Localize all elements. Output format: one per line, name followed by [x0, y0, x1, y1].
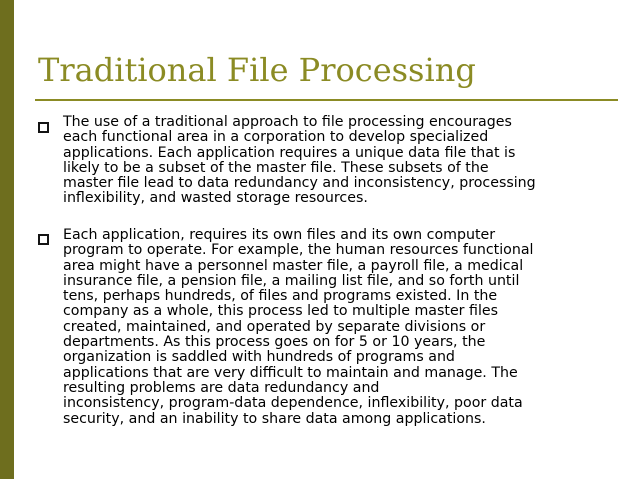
paragraph-line: The use of a traditional approach to file processing encourages: [63, 114, 512, 130]
square-bullet-icon: [38, 234, 49, 245]
paragraph-line: inconsistency, program-data dependence, inflexibility, poor data: [63, 395, 523, 412]
paragraph-line: company as a whole, this process led to multiple master files: [63, 303, 499, 320]
paragraph-line: organization is saddled with hundreds of programs and: [63, 349, 455, 366]
square-bullet-icon: [38, 122, 49, 133]
paragraph-line: inflexibility, and wasted storage resources.: [63, 190, 368, 207]
bullet-paragraph-1: [63, 115, 623, 207]
slide-title: Traditional File Processing: [38, 51, 476, 89]
paragraph-line: security, and an inability to share data among applications.: [63, 410, 486, 427]
top-band: [14, 0, 638, 45]
paragraph-line: tens, perhaps hundreds, of files and programs existed. In the: [63, 288, 498, 305]
paragraph-line: applications that are very difficult to maintain and manage. The: [63, 364, 518, 381]
left-accent-bar: [0, 0, 14, 479]
paragraph-line: area might have a personnel master file, a payroll file, a medical: [63, 257, 524, 274]
paragraph-line: master file lead to data redundancy and inconsistency, processing: [63, 175, 536, 192]
paragraph-line: likely to be a subset of the master file. These subsets of the: [63, 159, 489, 176]
paragraph-line: program to operate. For example, the human resources functional: [63, 242, 534, 259]
paragraph-line: created, maintained, and operated by separate divisions or: [63, 318, 486, 335]
bullet-paragraph-2: [63, 228, 623, 427]
paragraph-line: each functional area in a corporation to develop specialized: [63, 129, 489, 146]
paragraph-line: insurance file, a pension file, a mailing list file, and so forth until: [63, 272, 520, 289]
paragraph-line: departments. As this process goes on for 5 or 10 years, the: [63, 334, 486, 351]
paragraph-line: Each application, requires its own files and its own computer: [63, 227, 496, 243]
paragraph-line: resulting problems are data redundancy and: [63, 379, 380, 396]
paragraph-line: applications. Each application requires a unique data file that is: [63, 144, 516, 161]
title-underline: [35, 99, 618, 101]
